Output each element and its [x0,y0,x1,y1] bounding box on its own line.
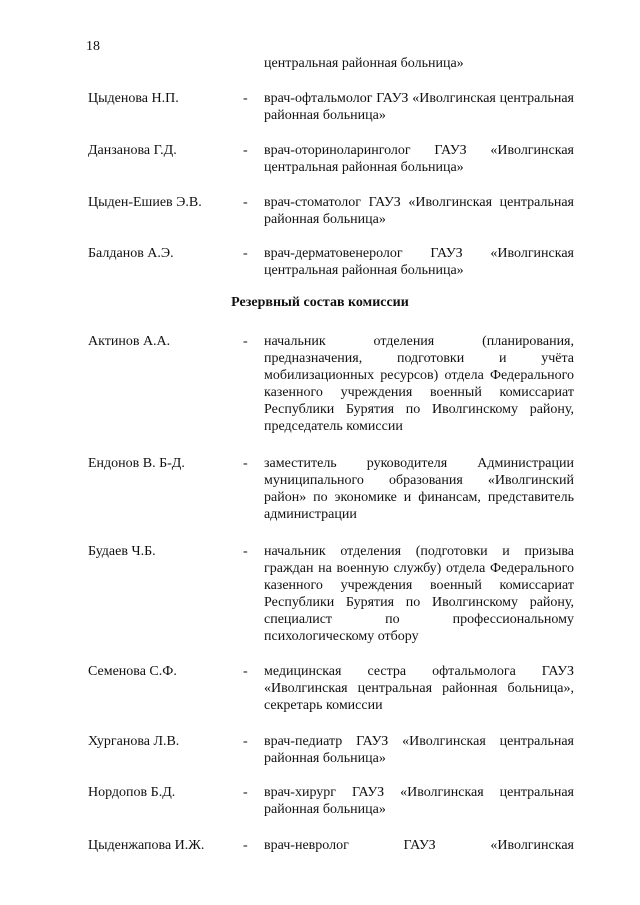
member-dash: - [243,246,248,261]
member-role: врач-невролог ГАУЗ «Иволгинская [264,838,574,853]
continuation-text: центральная районная больница» [264,56,464,71]
member-name: Цыденова Н.П. [88,91,179,106]
member-dash: - [243,664,248,679]
member-name: Хурганова Л.В. [88,734,180,749]
member-role: начальник отделения (подготовки и призыва граждан на военную службу) отдела Федерального казенного учреждения военный комиссариат Республики Бурятия по Иволгинскому району, специалист по профессиональному психологическому отбору [264,544,574,644]
member-dash: - [243,456,248,471]
member-role: заместитель руководителя Администрации муниципального образования «Иволгинский район» по экономике и финансам, представитель администрации [264,456,574,522]
member-dash: - [243,544,248,559]
member-name: Актинов А.А. [88,334,171,349]
page-number: 18 [86,39,100,54]
member-dash: - [243,334,248,349]
member-role: врач-педиатр ГАУЗ «Иволгинская центральная районная больница» [264,734,574,766]
member-name: Семенова С.Ф. [88,664,177,679]
member-dash: - [243,91,248,106]
member-dash: - [243,785,248,800]
member-name: Нордопов Б.Д. [88,785,176,800]
member-name: Балданов А.Э. [88,246,174,261]
member-dash: - [243,734,248,749]
member-dash: - [243,838,248,853]
member-name: Будаев Ч.Б. [88,544,156,559]
member-name: Цыденжапова И.Ж. [88,838,205,853]
member-role: врач-дерматовенеролог ГАУЗ «Иволгинская центральная районная больница» [264,246,574,278]
member-dash: - [243,143,248,158]
member-role: начальник отделения (планирования, предназначения, подготовки и учёта мобилизационных ресурсов) отдела Федерального казенного учреждения военный комиссариат Республики Бурятия по Иволгинскому району, председатель комиссии [264,334,574,434]
member-name: Ендонов В. Б-Д. [88,456,185,471]
member-role: врач-оториноларинголог ГАУЗ «Иволгинская центральная районная больница» [264,143,574,175]
member-role: врач-стоматолог ГАУЗ «Иволгинская центральная районная больница» [264,195,574,227]
member-role: врач-офтальмолог ГАУЗ «Иволгинская центральная районная больница» [264,91,574,123]
member-role: врач-хирург ГАУЗ «Иволгинская центральная районная больница» [264,785,574,817]
member-name: Цыден-Ешиев Э.В. [88,195,202,210]
member-role: медицинская сестра офтальмолога ГАУЗ «Иволгинская центральная районная больница», секретарь комиссии [264,664,574,713]
member-dash: - [243,195,248,210]
reserve-heading: Резервный состав комиссии [231,295,409,310]
member-name: Данзанова Г.Д. [88,143,177,158]
